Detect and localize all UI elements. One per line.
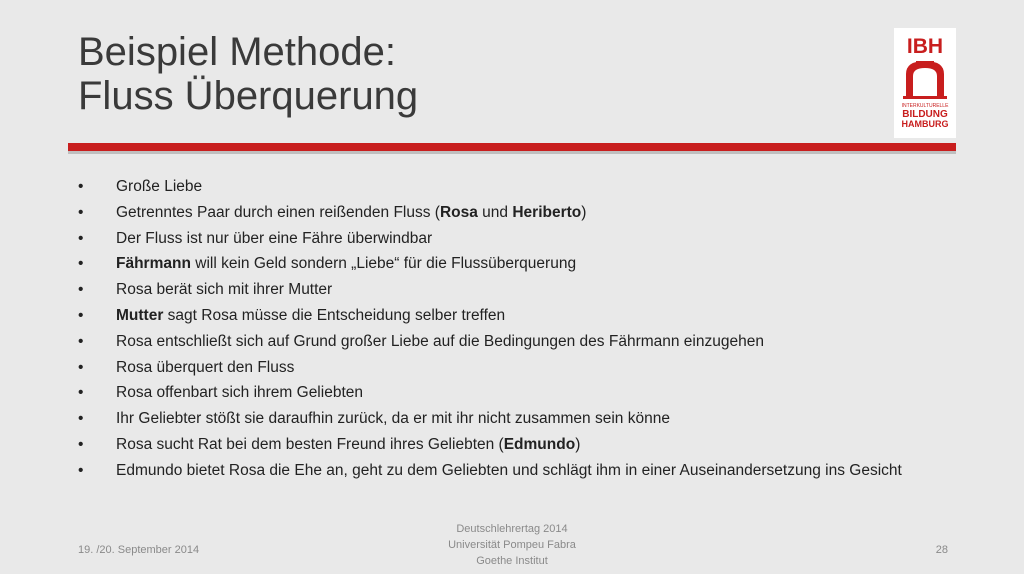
bullet-emphasis-text: Heriberto	[512, 203, 582, 221]
bullet-text: Rosa entschließt sich auf Grund großer Liebe auf die Bedingungen des Fährmann einzugehen	[116, 332, 764, 350]
footer-event-info	[412, 521, 612, 569]
bullet-item	[78, 410, 918, 427]
footer-event-line-3: Goethe Institut	[476, 555, 548, 567]
ibh-logo-graphic	[894, 28, 956, 138]
bullet-item	[78, 307, 918, 324]
bullet-list	[78, 178, 918, 488]
bullet-item	[78, 204, 918, 221]
bullet-text: Große Liebe	[116, 178, 203, 195]
bullet-item	[78, 281, 918, 298]
bullet-text: Rosa sucht Rat bei dem besten Freund ihres Geliebten (	[116, 435, 504, 453]
page-number: 28	[935, 544, 948, 556]
bullet-text: Ihr Geliebter stößt sie daraufhin zurück, da er mit ihr nicht zusammen sein könne	[116, 410, 670, 428]
bullet-item	[78, 384, 918, 401]
bullet-item	[78, 462, 918, 479]
bullet-item	[78, 255, 918, 272]
bullet-emphasis-text: Fährmann	[116, 255, 191, 273]
bullet-text: Rosa überquert den Fluss	[116, 358, 295, 376]
title-divider-bar	[68, 143, 956, 151]
bullet-text: Der Fluss ist nur über eine Fähre überwindbar	[116, 229, 433, 247]
footer-date: 19. /20. September 2014	[78, 544, 200, 556]
bullet-text: )	[575, 435, 581, 453]
bullet-text: )	[581, 203, 587, 221]
logo-text-small: INTERKULTURELLE	[901, 103, 949, 109]
bullet-text: sagt Rosa müsse die Entscheidung selber treffen	[163, 306, 506, 324]
bullet-text: Rosa berät sich mit ihrer Mutter	[116, 281, 333, 299]
slide-title-line-2: Fluss Überquerung	[78, 74, 419, 118]
bullet-item	[78, 178, 918, 195]
logo-text-mid: BILDUNG	[902, 109, 948, 120]
logo-text-top: IBH	[906, 35, 944, 58]
footer-event-line-1: Deutschlehrertag 2014	[456, 523, 568, 535]
footer-event-line-2: Universität Pompeu Fabra	[448, 539, 576, 551]
bullet-text: Edmundo bietet Rosa die Ehe an, geht zu dem Geliebten und schlägt ihm in einer Auseinandersetzung ins Gesicht	[116, 461, 902, 479]
bullet-emphasis-text: Mutter	[116, 306, 164, 324]
gate-top-shape	[916, 61, 934, 64]
ibh-logo	[894, 28, 956, 138]
bullet-item	[78, 436, 918, 453]
gate-base-shape	[903, 96, 947, 99]
gate-arch-shape	[906, 61, 944, 98]
slide-title-line-1: Beispiel Methode:	[78, 30, 396, 74]
bullet-text: Rosa offenbart sich ihrem Geliebten	[116, 384, 363, 402]
bullet-item	[78, 230, 918, 247]
logo-text-bottom: HAMBURG	[901, 119, 949, 129]
bullet-emphasis-text: Edmundo	[503, 435, 576, 453]
bullet-emphasis-text: Rosa	[439, 203, 478, 221]
bullet-item	[78, 359, 918, 376]
slide-title	[78, 30, 418, 118]
bullet-text: und	[477, 203, 513, 221]
bullet-item	[78, 333, 918, 350]
bullet-text: Getrenntes Paar durch einen reißenden Fluss (	[116, 203, 440, 221]
bullet-text: will kein Geld sondern „Liebe“ für die Flussüberquerung	[190, 255, 577, 273]
